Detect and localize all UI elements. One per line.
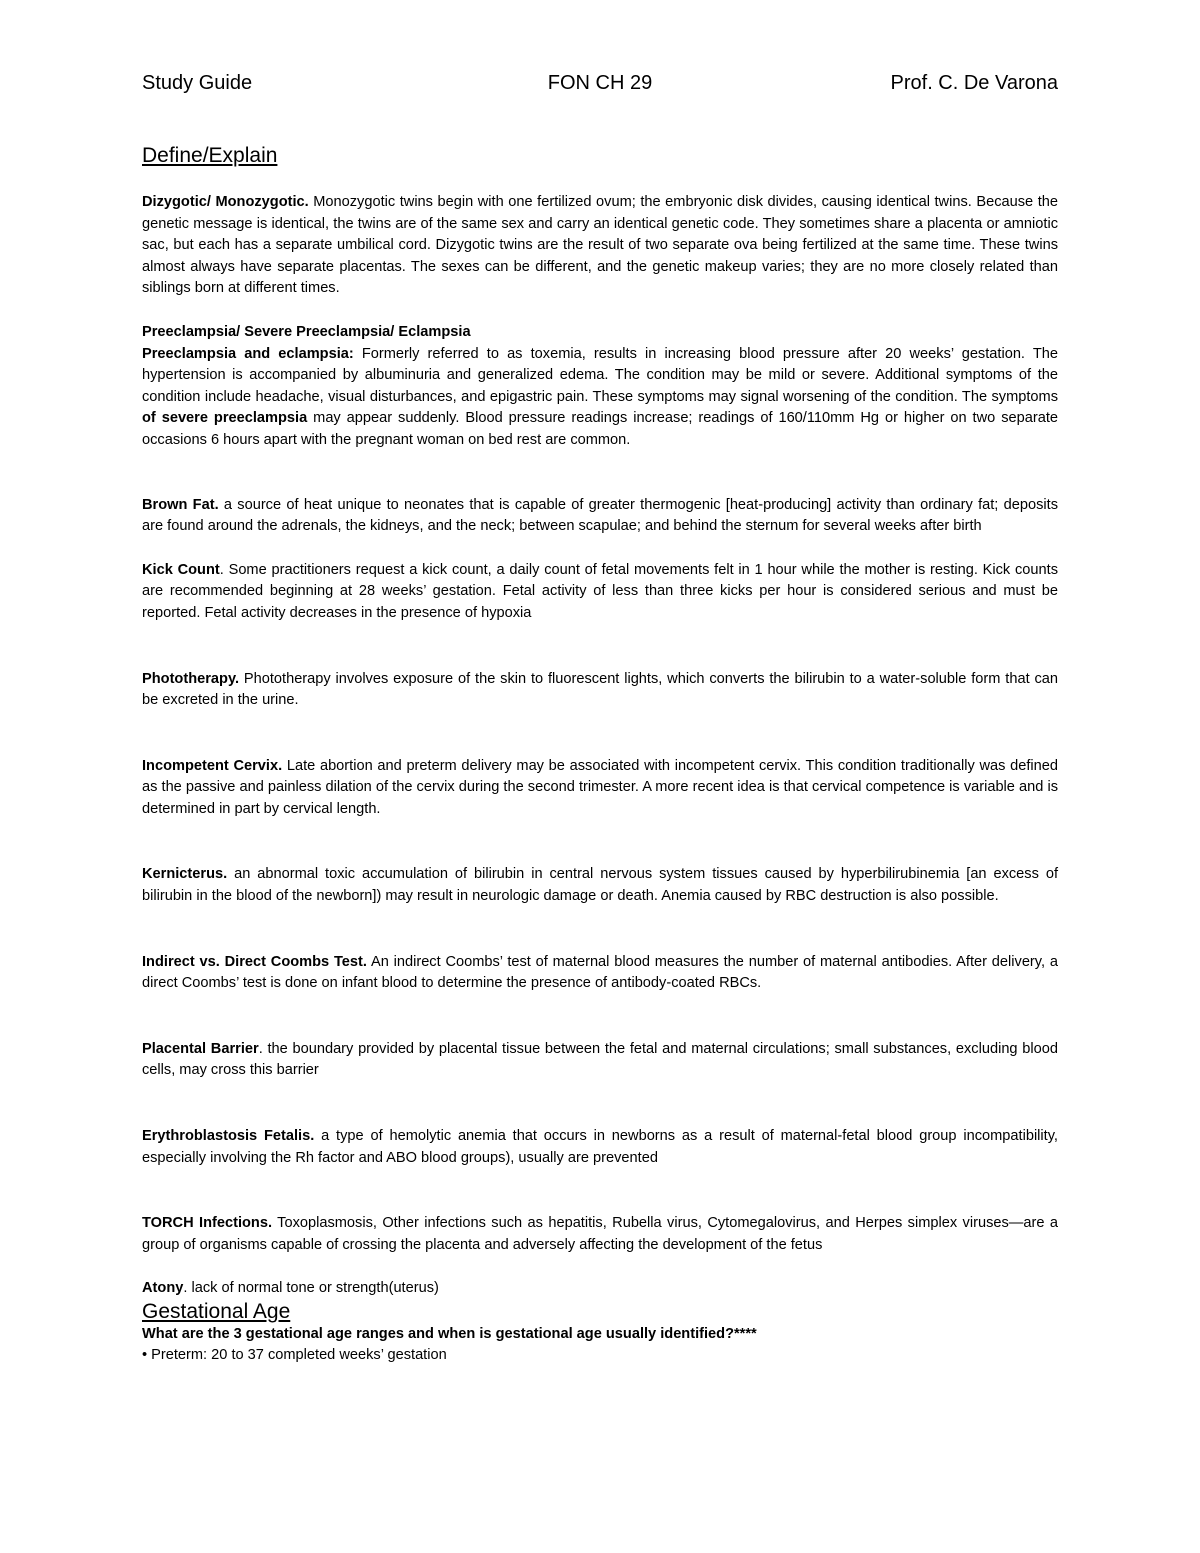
entry-term: Placental Barrier [142, 1040, 259, 1057]
entry-text: a source of heat unique to neonates that is capable of greater thermogenic [heat-producing] activity than ordinary fat; deposits are found around the adrenals, the kidneys, and the neck; between scapulae; and behind the sternum for several weeks after birth [142, 496, 1058, 535]
entry-term: Indirect vs. Direct Coombs Test. [142, 953, 367, 970]
entry-term: Erythroblastosis Fetalis. [142, 1128, 315, 1145]
entry-preeclampsia [142, 322, 1058, 452]
page-content [142, 142, 1058, 1366]
entry-atony [142, 1278, 1058, 1300]
entry-term: Incompetent Cervix. [142, 757, 283, 774]
entry-term: Kernicterus. [142, 866, 228, 883]
header-right: Prof. C. De Varona [890, 72, 1058, 94]
entry-kick-count [142, 560, 1058, 625]
entry-text: . the boundary provided by placental tissue between the fetal and maternal circulations; small substances, excluding blood cells, may cross this barrier [142, 1040, 1058, 1079]
gestational-bullet: • Preterm: 20 to 37 completed weeks’ gestation [142, 1347, 447, 1363]
header-left: Study Guide [142, 72, 253, 94]
entry-text-continued: may appear suddenly. Blood pressure readings increase; readings of 160/110mm Hg or higher on two separate occasions 6 hours apart with the pregnant woman on bed rest are common. [142, 410, 1059, 448]
entry-brown-fat [142, 495, 1058, 538]
entry-text: An indirect Coombs’ test of maternal blood measures the number of maternal antibodies. After delivery, a direct Coombs’ test is done on infant blood to determine the presence of antibody-coated RBCs. [142, 953, 1058, 992]
section-title: Define/Explain [142, 144, 278, 167]
entry-text: Toxoplasmosis, Other infections such as hepatitis, Rubella virus, Cytomegalovirus, and Herpes simplex viruses—are a group of organisms capable of crossing the placenta and adversely affecting the development of the fetus [142, 1215, 1058, 1253]
page-header [142, 72, 1058, 102]
entry-term: Atony [142, 1280, 184, 1297]
entry-torch-infections [142, 1213, 1058, 1256]
entry-text: a type of hemolytic anemia that occurs in newborns as a result of maternal-fetal blood group incompatibility, especially involving the Rh factor and ABO blood groups), usually are prevented [142, 1128, 1058, 1166]
entry-bold-phrase: of severe preeclampsia [142, 410, 308, 427]
entry-dizygotic [142, 192, 1058, 300]
gestational-age-title: Gestational Age [142, 1300, 291, 1323]
entry-text: Formerly referred to as toxemia, results in increasing blood pressure after 20 weeks’ gestation. The hypertension is accompanied by albuminuria and generalized edema. The condition may be mild or severe. Additional symptoms of the condition include headache, visual disturbances, and epigastric pain. These symptoms may signal worsening of the condition. The symptoms [142, 345, 1058, 405]
gestational-question: What are the 3 gestational age ranges and when is gestational age usually identified?**** [142, 1326, 757, 1342]
entry-text: Monozygotic twins begin with one fertilized ovum; the embryonic disk divides, causing identical twins. Because the genetic message is identical, the twins are of the same sex and carry an identical genetic code. They sometimes share a placenta or amniotic sac, but each has a separate umbilical cord. Dizygotic twins are the result of two separate ova being fertilized at the same time. These twins almost always have separate placentas. The sexes can be different, and the genetic makeup varies; they are no more closely related than siblings born at different times. [142, 194, 1058, 297]
entry-coombs-test [142, 952, 1058, 995]
entry-term: Preeclampsia and eclampsia: [142, 345, 354, 362]
entry-placental-barrier [142, 1039, 1058, 1082]
entry-text: . Some practitioners request a kick count, a daily count of fetal movements felt in 1 hour while the mother is resting. Kick counts are recommended beginning at 28 weeks’ gestation. Fetal activity of less than three kicks per hour is considered serious and must be reported. Fetal activity decreases in the presence of hypoxia [142, 561, 1058, 621]
entry-erythroblastosis [142, 1126, 1058, 1169]
entry-kernicterus [142, 864, 1058, 907]
entry-heading: Preeclampsia/ Severe Preeclampsia/ Eclampsia [142, 323, 471, 340]
entry-incompetent-cervix [142, 756, 1058, 821]
entry-phototherapy [142, 669, 1058, 712]
entry-text: Late abortion and preterm delivery may be associated with incompetent cervix. This condition traditionally was defined as the passive and painless dilation of the cervix during the second trimester. A more recent idea is that cervical competence is variable and is determined in part by cervical length. [142, 757, 1058, 817]
entry-text: Phototherapy involves exposure of the skin to fluorescent lights, which converts the bilirubin to a water-soluble form that can be excreted in the urine. [142, 670, 1058, 709]
entry-text: an abnormal toxic accumulation of bilirubin in central nervous system tissues caused by hyperbilirubinemia [an excess of bilirubin in the blood of the newborn]) may result in neurologic damage or death. Anemia caused by RBC destruction is also possible. [142, 866, 1058, 905]
entry-term: TORCH Infections. [142, 1215, 273, 1232]
entry-term: Brown Fat. [142, 496, 219, 513]
entry-text: . lack of normal tone or strength(uterus) [183, 1280, 439, 1297]
entry-term: Dizygotic/ Monozygotic. [142, 194, 309, 210]
entry-term: Phototherapy. [142, 670, 240, 687]
entry-term: Kick Count [142, 561, 220, 578]
header-center: FON CH 29 [547, 72, 653, 94]
